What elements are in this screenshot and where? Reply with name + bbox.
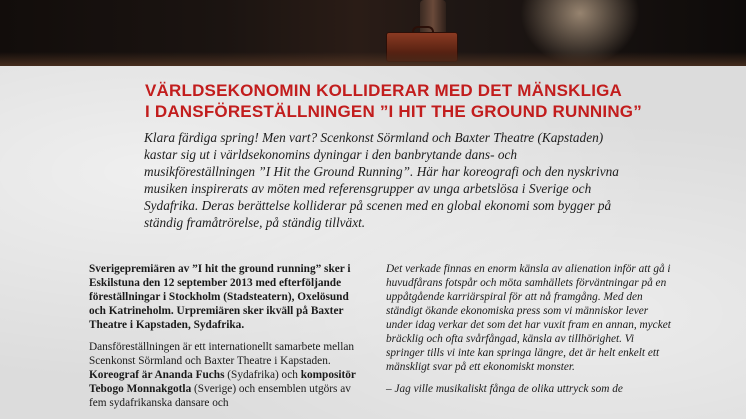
left-column xyxy=(89,262,367,418)
right-paragraph-2: – Jag ville musikaliskt fånga de olika uttryck som de xyxy=(386,383,623,395)
right-paragraph-1: Det verkade finnas en enorm känsla av alienation inför att gå i huvudfårans fotspår och möta samhällets förväntningar på en uppåtgående karriärspiral för att nå framgång. Med den ständigt ökande ekonomiska press som vi människor lever under idag verkar det som det har vuxit fram en annan, mycket bräcklig och ofta svårfångad, känsla av tillhörighet. Vi springer tills vi inte kan springa längre, det är helt enkelt ett mänskligt svar på ett ekonomiskt monster. xyxy=(386,263,671,373)
left-paragraph-2 xyxy=(89,340,367,410)
article-headline xyxy=(145,80,642,122)
choreographer-credit: Koreograf är Ananda Fuchs xyxy=(89,369,225,381)
left-paragraph-1: Sverigepremiären av ”I hit the ground running” sker i Eskilstuna den 12 september 2013 med efterföljande föreställningar i Stockholm (Stadsteatern), Oxelösund och Katrineholm. Urpremiären sker ikväll på Baxter Theatre i Kapstaden, Sydafrika. xyxy=(89,263,351,331)
headline-line-1: VÄRLDSEKONOMIN KOLLIDERAR MED DET MÄNSKLIGA xyxy=(145,81,623,100)
header-photo xyxy=(0,0,746,66)
left-paragraph-2-text-a: Dansföreställningen är ett internationellt samarbete mellan Scenkonst Sörmland och Baxter Theatre i Kapstaden. xyxy=(89,341,355,367)
composer-credit: kompositör Tebogo Monnakgotla xyxy=(89,369,356,395)
left-paragraph-2-text-c: (Sydafrika) och xyxy=(224,369,301,381)
right-column xyxy=(386,262,672,404)
headline-line-2: I DANSFÖRESTÄLLNINGEN ”I HIT THE GROUND RUNNING” xyxy=(145,102,642,121)
article-intro: Klara färdiga spring! Men vart? Scenkonst Sörmland och Baxter Theatre (Kapstaden) kastar sig ut i världsekonomins dyningar i den banbrytande dans- och musikföreställningen ”I Hit the Ground Running”. Här har koreografi och den nyskrivna musiken inspirerats av möten med referensgrupper av unga arbetslösa i Sverige och Sydafrika. Deras berättelse kolliderar på scenen med en global ekonomi som bygger på ständig framåtrörelse, på ständig tillväxt. xyxy=(144,130,619,230)
left-paragraph-2-text-e: (Sverige) och ensemblen utgörs av fem sydafrikanska dansare och xyxy=(89,383,351,409)
stage-floor xyxy=(0,52,746,66)
